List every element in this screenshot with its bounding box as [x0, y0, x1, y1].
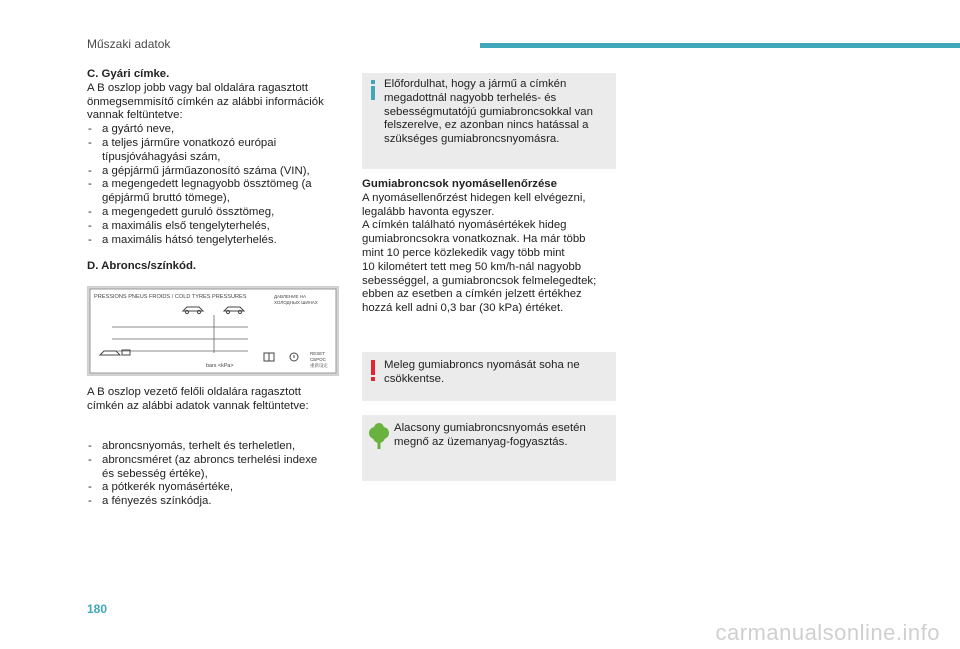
- eco-note-box: [362, 415, 616, 481]
- label-units: bars <kPa>: [206, 363, 234, 369]
- list-item: - a megengedett guruló össztömeg,: [87, 206, 352, 220]
- tyre-pressure-label-image: [87, 286, 339, 376]
- text-line: legalább havonta egyszer.: [362, 205, 495, 218]
- section-d-intro: [87, 386, 352, 414]
- svg-text:ХОЛОДНЫХ ШИНАХ: ХОЛОДНЫХ ШИНАХ: [274, 300, 318, 305]
- text-line: mint 10 perce közlekedik vagy több mint: [362, 246, 565, 259]
- list-item: - a megengedett legnagyobb össztömeg (a gépjármű bruttó tömege),: [87, 178, 352, 206]
- list-item: - a teljes járműre vonatkozó európai típusjóváhagyási szám,: [87, 137, 352, 165]
- section-c-intro: [87, 82, 352, 123]
- section-title: Műszaki adatok: [87, 37, 171, 51]
- svg-text:重新设定: 重新设定: [310, 363, 328, 368]
- list-item: - a maximális első tengelyterhelés,: [87, 220, 352, 234]
- text-line: sebességgel, a gumiabroncsok felmelegedtek;: [362, 274, 597, 287]
- warning-note-text: Meleg gumiabroncs nyomását soha ne csökkentse.: [384, 359, 580, 385]
- text-line: címkén az alábbi adatok vannak feltüntetve:: [87, 399, 309, 412]
- text-line: vannak feltüntetve:: [87, 109, 183, 122]
- header-accent-bar: [480, 43, 960, 48]
- info-note-text: Előfordulhat, hogy a jármű a címkén megadottnál nagyobb terhelés- és sebességmutatójú gumiabroncsokkal van felszerelve, ez azonban nincs hatással a szükséges gumiabroncsnyomásra.: [384, 78, 593, 146]
- section-d-list: [87, 440, 352, 509]
- watermark: carmanualsonline.info: [715, 620, 940, 645]
- section-c-list: [87, 123, 352, 247]
- list-item: - abroncsméret (az abroncs terhelési indexe és sebesség értéke),: [87, 454, 352, 482]
- text-line: 10 kilométert tett meg 50 km/h-nál nagyobb: [362, 260, 582, 273]
- list-item: - a gyártó neve,: [87, 123, 352, 137]
- label-reset: RESET: [310, 351, 326, 356]
- label-side-text: ДАВЛЕНИЕ НА: [274, 294, 306, 299]
- text-line: A címkén található nyomásértékek hideg: [362, 219, 567, 232]
- text-line: ebben az esetben a címkén jelzett értékhez: [362, 288, 582, 301]
- page-number: 180: [87, 602, 108, 616]
- text-line: gumiabroncsokra vonatkoznak. Ha már több: [362, 233, 586, 246]
- section-d-heading: D. Abroncs/színkód.: [87, 260, 197, 273]
- section-c-heading: C. Gyári címke.: [87, 68, 170, 80]
- label-top-text: PRESSIONS PNEUS FROIDS / COLD TYRES PRESSURES: [94, 294, 247, 300]
- section-d-list-wrap: [87, 440, 352, 509]
- list-item: - a gépjármű járműazonosító száma (VIN),: [87, 165, 352, 179]
- text-line: önmegsemmisítő címkén az alábbi információk: [87, 95, 324, 108]
- text-line: hozzá kell adni 0,3 bar (30 kPa) értéket.: [362, 302, 564, 315]
- list-item: - a maximális hátsó tengelyterhelés.: [87, 234, 352, 248]
- list-item: - a pótkerék nyomásértéke,: [87, 481, 352, 495]
- text-line: A B oszlop jobb vagy bal oldalára ragasztott: [87, 81, 308, 94]
- list-item: - abroncsnyomás, terhelt és terheletlen,: [87, 440, 352, 454]
- left-column: [87, 68, 352, 274]
- svg-text:СБРОС: СБРОС: [310, 357, 326, 362]
- text-line: A B oszlop vezető felőli oldalára ragasztott: [87, 386, 302, 398]
- eco-tree-icon: [368, 423, 390, 454]
- eco-note-text: Alacsony gumiabroncsnyomás esetén megnő az üzemanyag-fogyasztás.: [394, 422, 586, 448]
- info-icon: [368, 80, 378, 105]
- list-item: - a fényezés színkódja.: [87, 495, 352, 509]
- text-line: A nyomásellenőrzést hidegen kell elvégezni,: [362, 191, 586, 204]
- warning-note-box: [362, 352, 616, 401]
- pressure-check-section: [362, 178, 616, 316]
- pressure-check-heading: Gumiabroncsok nyomásellenőrzése: [362, 178, 557, 190]
- info-note-box: [362, 73, 616, 169]
- warning-icon: [368, 360, 378, 387]
